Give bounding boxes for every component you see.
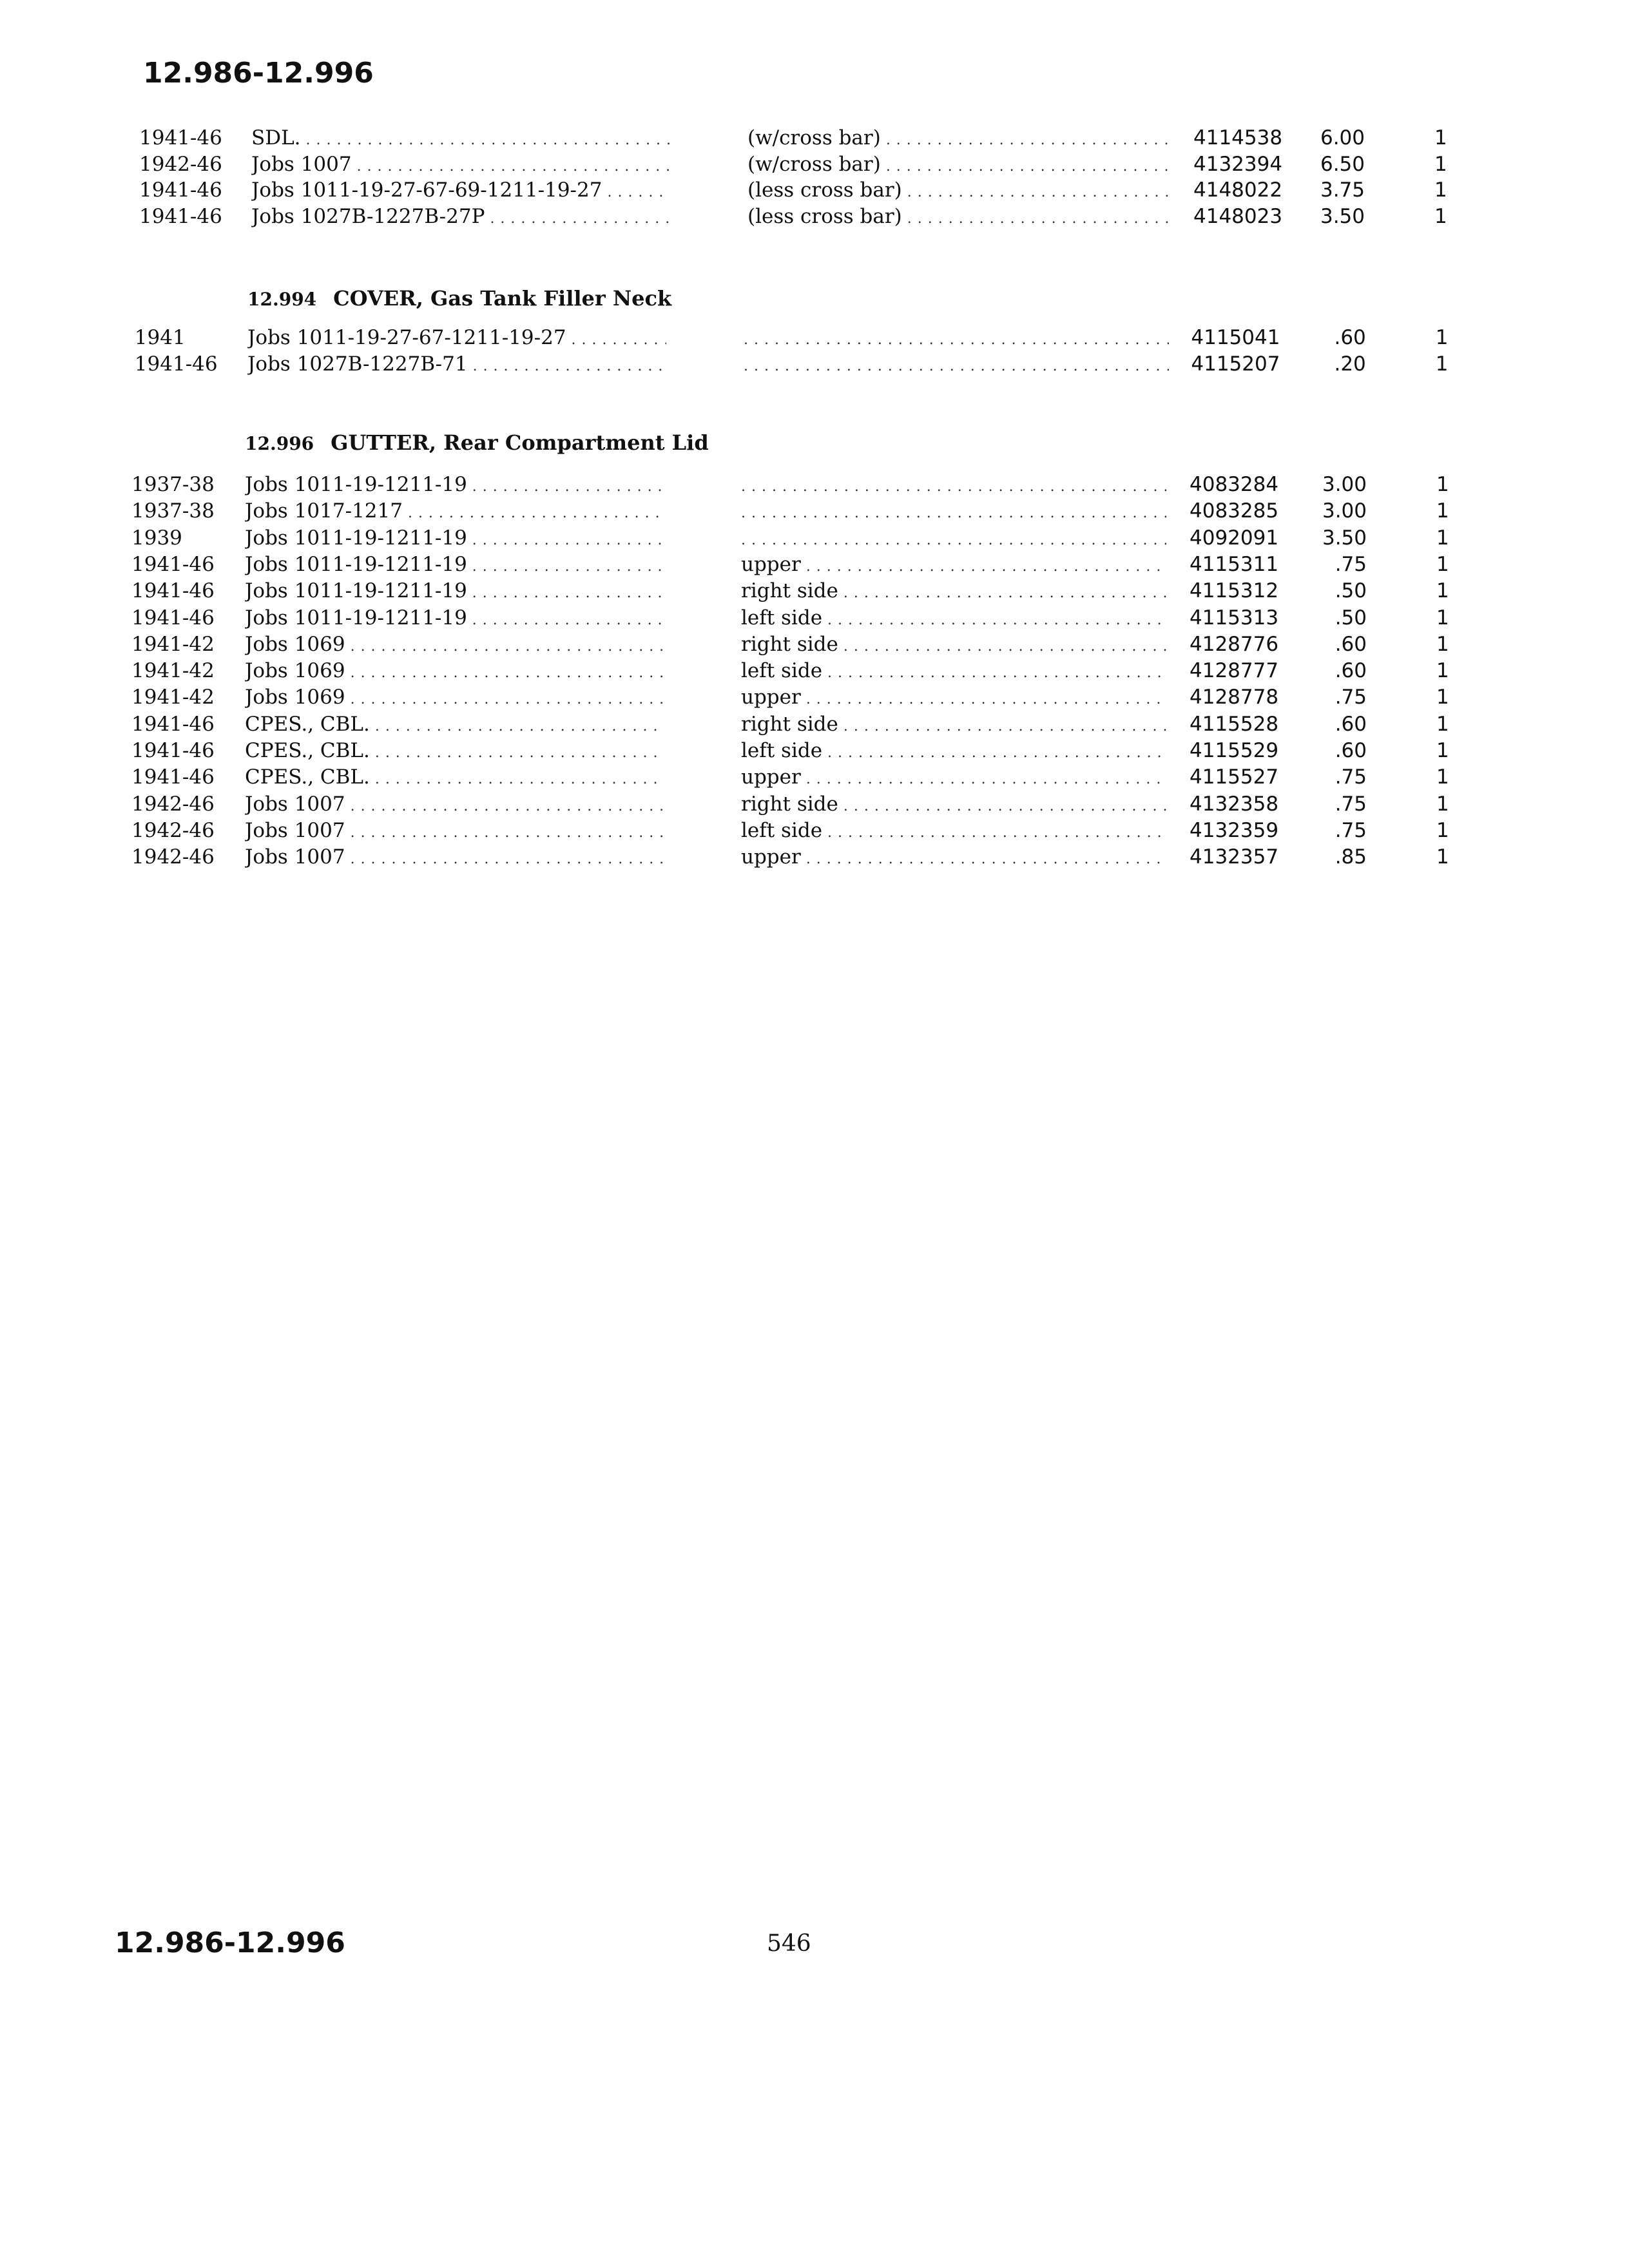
year-cell: 1941-46 [131,552,215,576]
section-heading: GUTTER, Rear Compartment Lid [331,430,709,455]
year-cell: 1941-46 [131,739,215,762]
description-cell: right side . . . [741,579,1166,602]
job-cell: CPES., CBL. . . . [245,765,664,789]
table-row [0,765,1629,792]
price-cell: .60 [1335,632,1367,656]
table-row [0,526,1629,553]
table-row [0,686,1629,712]
page-number: 546 [767,1930,811,1957]
table-row [0,633,1629,659]
year-cell: 1937-38 [131,473,215,496]
description-cell: left side . . . [741,659,1166,682]
table-row [0,793,1629,819]
price-cell: .20 [1334,352,1366,376]
description-cell: upper . . . [741,553,1166,576]
table-row [0,205,1629,231]
price-cell: .60 [1334,326,1366,349]
year-cell: 1942-46 [131,818,215,842]
description-cell: right side . . . [741,793,1166,816]
part-number-cell: 4132359 [1190,818,1279,842]
price-cell: .75 [1335,552,1367,576]
description-cell [744,352,1169,376]
price-cell: .60 [1335,739,1367,762]
part-number-cell: 4083284 [1190,473,1279,496]
job-cell: Jobs 1017-1217 . . . [245,499,664,523]
quantity-cell: 1 [1436,659,1449,683]
price-cell: .75 [1335,792,1367,816]
job-cell: Jobs 1027B-1227B-71 . . . [247,352,666,376]
job-cell: Jobs 1007 . . . [251,153,670,176]
table-row [0,606,1629,633]
part-number-cell: 4128776 [1190,632,1279,656]
description-cell: (less cross bar) . . . [747,205,1173,228]
year-cell: 1941-46 [131,606,215,629]
table-row [0,153,1629,179]
year-cell: 1939 [131,526,182,550]
quantity-cell: 1 [1434,204,1447,228]
page-header-code: 12.986-12.996 [143,57,374,90]
price-cell: 6.00 [1320,126,1365,149]
price-cell: 6.50 [1320,152,1365,176]
job-cell: Jobs 1007 . . . [245,793,664,816]
part-number-cell: 4132394 [1193,152,1283,176]
part-number-cell: 4115527 [1190,765,1279,789]
price-cell: 3.00 [1322,499,1367,523]
quantity-cell: 1 [1436,606,1449,629]
job-cell: Jobs 1011-19-27-67-69-1211-19-27 . . . [251,178,670,202]
year-cell: 1941-42 [131,659,215,683]
job-cell: SDL. . . . [251,126,670,149]
table-row [0,739,1629,765]
job-cell: CPES., CBL. . . . [245,739,664,762]
part-number-cell: 4115529 [1190,739,1279,762]
section-title [247,286,671,311]
table-row [0,178,1629,205]
description-cell: upper . . . [741,845,1166,869]
part-number-cell: 4083285 [1190,499,1279,523]
part-number-cell: 4128778 [1190,686,1279,709]
description-cell: (w/cross bar) . . . [747,153,1173,176]
job-cell: Jobs 1069 . . . [245,686,664,709]
part-number-cell: 4148023 [1193,204,1283,228]
job-cell: Jobs 1011-19-27-67-1211-19-27 . . . [247,326,666,349]
description-cell [744,326,1169,349]
price-cell: 3.50 [1322,526,1367,550]
price-cell: 3.50 [1320,204,1365,228]
price-cell: .75 [1335,686,1367,709]
quantity-cell: 1 [1436,818,1449,842]
part-number-cell: 4128777 [1190,659,1279,683]
job-cell: CPES., CBL. . . . [245,713,664,736]
quantity-cell: 1 [1436,686,1449,709]
description-cell [741,473,1166,496]
year-cell: 1941-46 [139,204,222,228]
year-cell: 1941-46 [139,126,222,149]
part-number-cell: 4115311 [1190,552,1279,576]
table-row [0,819,1629,845]
year-cell: 1941-42 [131,686,215,709]
job-cell: Jobs 1027B-1227B-27P . . . [251,205,670,228]
part-number-cell: 4115041 [1191,326,1280,349]
year-cell: 1937-38 [131,499,215,523]
footer-code: 12.986-12.996 [115,1927,345,1959]
table-row [0,473,1629,499]
part-number-cell: 4114538 [1193,126,1283,149]
part-number-cell: 4092091 [1190,526,1279,550]
quantity-cell: 1 [1436,499,1449,523]
price-cell: .60 [1335,712,1367,736]
description-cell: upper . . . [741,686,1166,709]
quantity-cell: 1 [1435,326,1449,349]
description-cell: upper . . . [741,765,1166,789]
year-cell: 1941-46 [131,765,215,789]
description-cell: left side . . . [741,819,1166,842]
price-cell: .50 [1335,606,1367,629]
part-number-cell: 4115207 [1191,352,1280,376]
job-cell: Jobs 1011-19-1211-19 . . . [245,606,664,629]
table-row [0,499,1629,526]
year-cell: 1942-46 [139,152,222,176]
quantity-cell: 1 [1436,845,1449,869]
quantity-cell: 1 [1434,126,1447,149]
quantity-cell: 1 [1436,712,1449,736]
quantity-cell: 1 [1436,526,1449,550]
job-cell: Jobs 1011-19-1211-19 . . . [245,473,664,496]
job-cell: Jobs 1011-19-1211-19 . . . [245,553,664,576]
description-cell: right side . . . [741,633,1166,656]
description-cell: left side . . . [741,739,1166,762]
quantity-cell: 1 [1434,178,1447,202]
year-cell: 1941 [134,326,186,349]
price-cell: 3.75 [1320,178,1365,202]
table-row [0,326,1629,352]
year-cell: 1941-46 [139,178,222,202]
year-cell: 1941-42 [131,632,215,656]
quantity-cell: 1 [1434,152,1447,176]
table-row [0,352,1629,379]
job-cell: Jobs 1011-19-1211-19 . . . [245,526,664,550]
year-cell: 1941-46 [131,712,215,736]
job-cell: Jobs 1007 . . . [245,845,664,869]
year-cell: 1941-46 [131,579,215,603]
quantity-cell: 1 [1436,473,1449,496]
job-cell: Jobs 1069 . . . [245,659,664,682]
part-number-cell: 4132357 [1190,845,1279,869]
description-cell: (less cross bar) . . . [747,178,1173,202]
quantity-cell: 1 [1436,632,1449,656]
year-cell: 1942-46 [131,792,215,816]
part-number-cell: 4115313 [1190,606,1279,629]
table-row [0,553,1629,579]
part-number-cell: 4115528 [1190,712,1279,736]
description-cell: left side . . . [741,606,1166,629]
quantity-cell: 1 [1435,352,1449,376]
quantity-cell: 1 [1436,579,1449,603]
year-cell: 1941-46 [134,352,218,376]
part-number-cell: 4115312 [1190,579,1279,603]
price-cell: .50 [1335,579,1367,603]
section-number: 12.994 [247,289,317,310]
table-row [0,659,1629,686]
section-heading: COVER, Gas Tank Filler Neck [333,286,672,311]
price-cell: .75 [1335,818,1367,842]
table-row [0,579,1629,606]
year-cell: 1942-46 [131,845,215,869]
table-row [0,126,1629,153]
table-row [0,845,1629,872]
price-cell: .85 [1335,845,1367,869]
section-number: 12.996 [245,433,314,454]
job-cell: Jobs 1069 . . . [245,633,664,656]
section-title [245,430,709,455]
description-cell [741,526,1166,550]
description-cell: (w/cross bar) . . . [747,126,1173,149]
quantity-cell: 1 [1436,792,1449,816]
job-cell: Jobs 1011-19-1211-19 . . . [245,579,664,602]
quantity-cell: 1 [1436,552,1449,576]
price-cell: .75 [1335,765,1367,789]
quantity-cell: 1 [1436,739,1449,762]
price-cell: 3.00 [1322,473,1367,496]
description-cell [741,499,1166,523]
price-cell: .60 [1335,659,1367,683]
description-cell: right side . . . [741,713,1166,736]
job-cell: Jobs 1007 . . . [245,819,664,842]
part-number-cell: 4148022 [1193,178,1283,202]
table-row [0,713,1629,739]
quantity-cell: 1 [1436,765,1449,789]
part-number-cell: 4132358 [1190,792,1279,816]
